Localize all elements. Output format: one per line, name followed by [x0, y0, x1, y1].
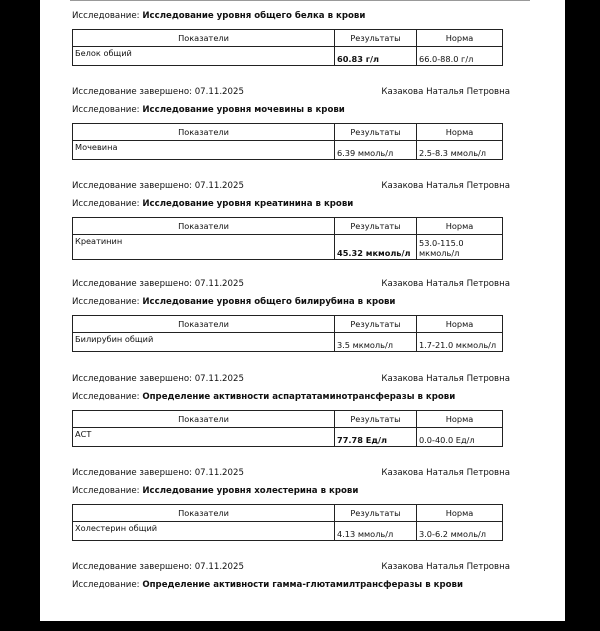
col-norm-header: Норма [417, 411, 503, 428]
completion-date: 07.11.2025 [194, 374, 244, 384]
study-name: Исследование уровня общего белка в крови [142, 11, 366, 21]
result-cell: 3.5 мкмоль/л [335, 333, 417, 352]
study-section [72, 372, 508, 447]
completion-line: Исследование завершено: 07.11.2025 Казакова Наталья Петровна [72, 181, 510, 191]
completion-line: Исследование завершено: 07.11.2025 Казакова Наталья Петровна [72, 279, 510, 289]
study-section [72, 277, 508, 352]
col-result-header: Результаты [335, 124, 417, 141]
results-table [72, 217, 503, 260]
col-indicator-header: Показатели [73, 30, 335, 47]
col-norm-header: Норма [417, 218, 503, 235]
completion-date: 07.11.2025 [194, 468, 244, 478]
completion-line: Исследование завершено: 07.11.2025 Казакова Наталья Петровна [72, 562, 510, 572]
table-row [73, 333, 503, 352]
col-norm-header: Норма [417, 124, 503, 141]
divider [70, 0, 530, 1]
study-section [72, 85, 508, 160]
study-name: Исследование уровня общего билирубина в крови [142, 297, 396, 307]
norm-cell: 3.0-6.2 ммоль/л [417, 522, 503, 541]
study-section [72, 466, 508, 541]
results-table [72, 315, 503, 352]
table-row [73, 141, 503, 160]
result-cell: 45.32 мкмоль/л [335, 235, 417, 260]
study-title: Исследование: Исследование уровня креатинина в крови [72, 199, 354, 209]
result-cell: 60.83 г/л [335, 47, 417, 66]
indicator-cell: Билирубин общий [73, 333, 335, 352]
completion-line: Исследование завершено: 07.11.2025 Казакова Наталья Петровна [72, 468, 510, 478]
completion-date: 07.11.2025 [194, 562, 244, 572]
doctor-name: Казакова Наталья Петровна [381, 468, 510, 478]
doctor-name: Казакова Наталья Петровна [381, 181, 510, 191]
col-indicator-header: Показатели [73, 218, 335, 235]
study-title: Исследование: Определение активности гамма-глютамилтрансферазы в крови [72, 580, 463, 590]
results-table [72, 410, 503, 447]
col-indicator-header: Показатели [73, 316, 335, 333]
norm-cell: 1.7-21.0 мкмоль/л [417, 333, 503, 352]
study-section [72, 560, 508, 592]
study-title: Исследование: Исследование уровня холестерина в крови [72, 486, 359, 496]
doctor-name: Казакова Наталья Петровна [381, 374, 510, 384]
study-title: Исследование: Исследование уровня мочевины в крови [72, 105, 345, 115]
col-result-header: Результаты [335, 505, 417, 522]
indicator-cell: Креатинин [73, 235, 335, 260]
results-table [72, 123, 503, 160]
document-page [40, 0, 565, 621]
results-table [72, 504, 503, 541]
table-row [73, 47, 503, 66]
result-cell: 4.13 ммоль/л [335, 522, 417, 541]
study-name: Исследование уровня холестерина в крови [142, 486, 359, 496]
completion-line: Исследование завершено: 07.11.2025 Казакова Наталья Петровна [72, 87, 510, 97]
norm-cell: 2.5-8.3 ммоль/л [417, 141, 503, 160]
completion-line: Исследование завершено: 07.11.2025 Казакова Наталья Петровна [72, 374, 510, 384]
completion-date: 07.11.2025 [194, 181, 244, 191]
table-row [73, 428, 503, 447]
col-indicator-header: Показатели [73, 411, 335, 428]
col-result-header: Результаты [335, 218, 417, 235]
col-indicator-header: Показатели [73, 124, 335, 141]
study-section [72, 179, 508, 260]
viewer-scroll-gutter [565, 0, 600, 631]
study-title: Исследование: Исследование уровня общего белка в крови [72, 11, 366, 21]
col-norm-header: Норма [417, 505, 503, 522]
study-section [72, 9, 508, 66]
table-row [73, 235, 503, 260]
study-title: Исследование: Исследование уровня общего билирубина в крови [72, 297, 396, 307]
norm-cell: 0.0-40.0 Ед/л [417, 428, 503, 447]
indicator-cell: Белок общий [73, 47, 335, 66]
results-table [72, 29, 503, 66]
indicator-cell: АСТ [73, 428, 335, 447]
col-result-header: Результаты [335, 411, 417, 428]
result-cell: 6.39 ммоль/л [335, 141, 417, 160]
result-cell: 77.78 Ед/л [335, 428, 417, 447]
col-result-header: Результаты [335, 316, 417, 333]
table-row [73, 522, 503, 541]
completion-date: 07.11.2025 [194, 87, 244, 97]
study-name: Исследование уровня креатинина в крови [142, 199, 354, 209]
indicator-cell: Холестерин общий [73, 522, 335, 541]
doctor-name: Казакова Наталья Петровна [381, 87, 510, 97]
completion-date: 07.11.2025 [194, 279, 244, 289]
norm-cell: 53.0-115.0 мкмоль/л [417, 235, 503, 260]
col-indicator-header: Показатели [73, 505, 335, 522]
doctor-name: Казакова Наталья Петровна [381, 279, 510, 289]
study-name: Исследование уровня мочевины в крови [142, 105, 345, 115]
study-name: Определение активности гамма-глютамилтрансферазы в крови [142, 580, 463, 590]
col-norm-header: Норма [417, 30, 503, 47]
col-norm-header: Норма [417, 316, 503, 333]
col-result-header: Результаты [335, 30, 417, 47]
study-name: Определение активности аспартатаминотрансферазы в крови [142, 392, 456, 402]
study-title: Исследование: Определение активности аспартатаминотрансферазы в крови [72, 392, 456, 402]
norm-cell: 66.0-88.0 г/л [417, 47, 503, 66]
indicator-cell: Мочевина [73, 141, 335, 160]
doctor-name: Казакова Наталья Петровна [381, 562, 510, 572]
